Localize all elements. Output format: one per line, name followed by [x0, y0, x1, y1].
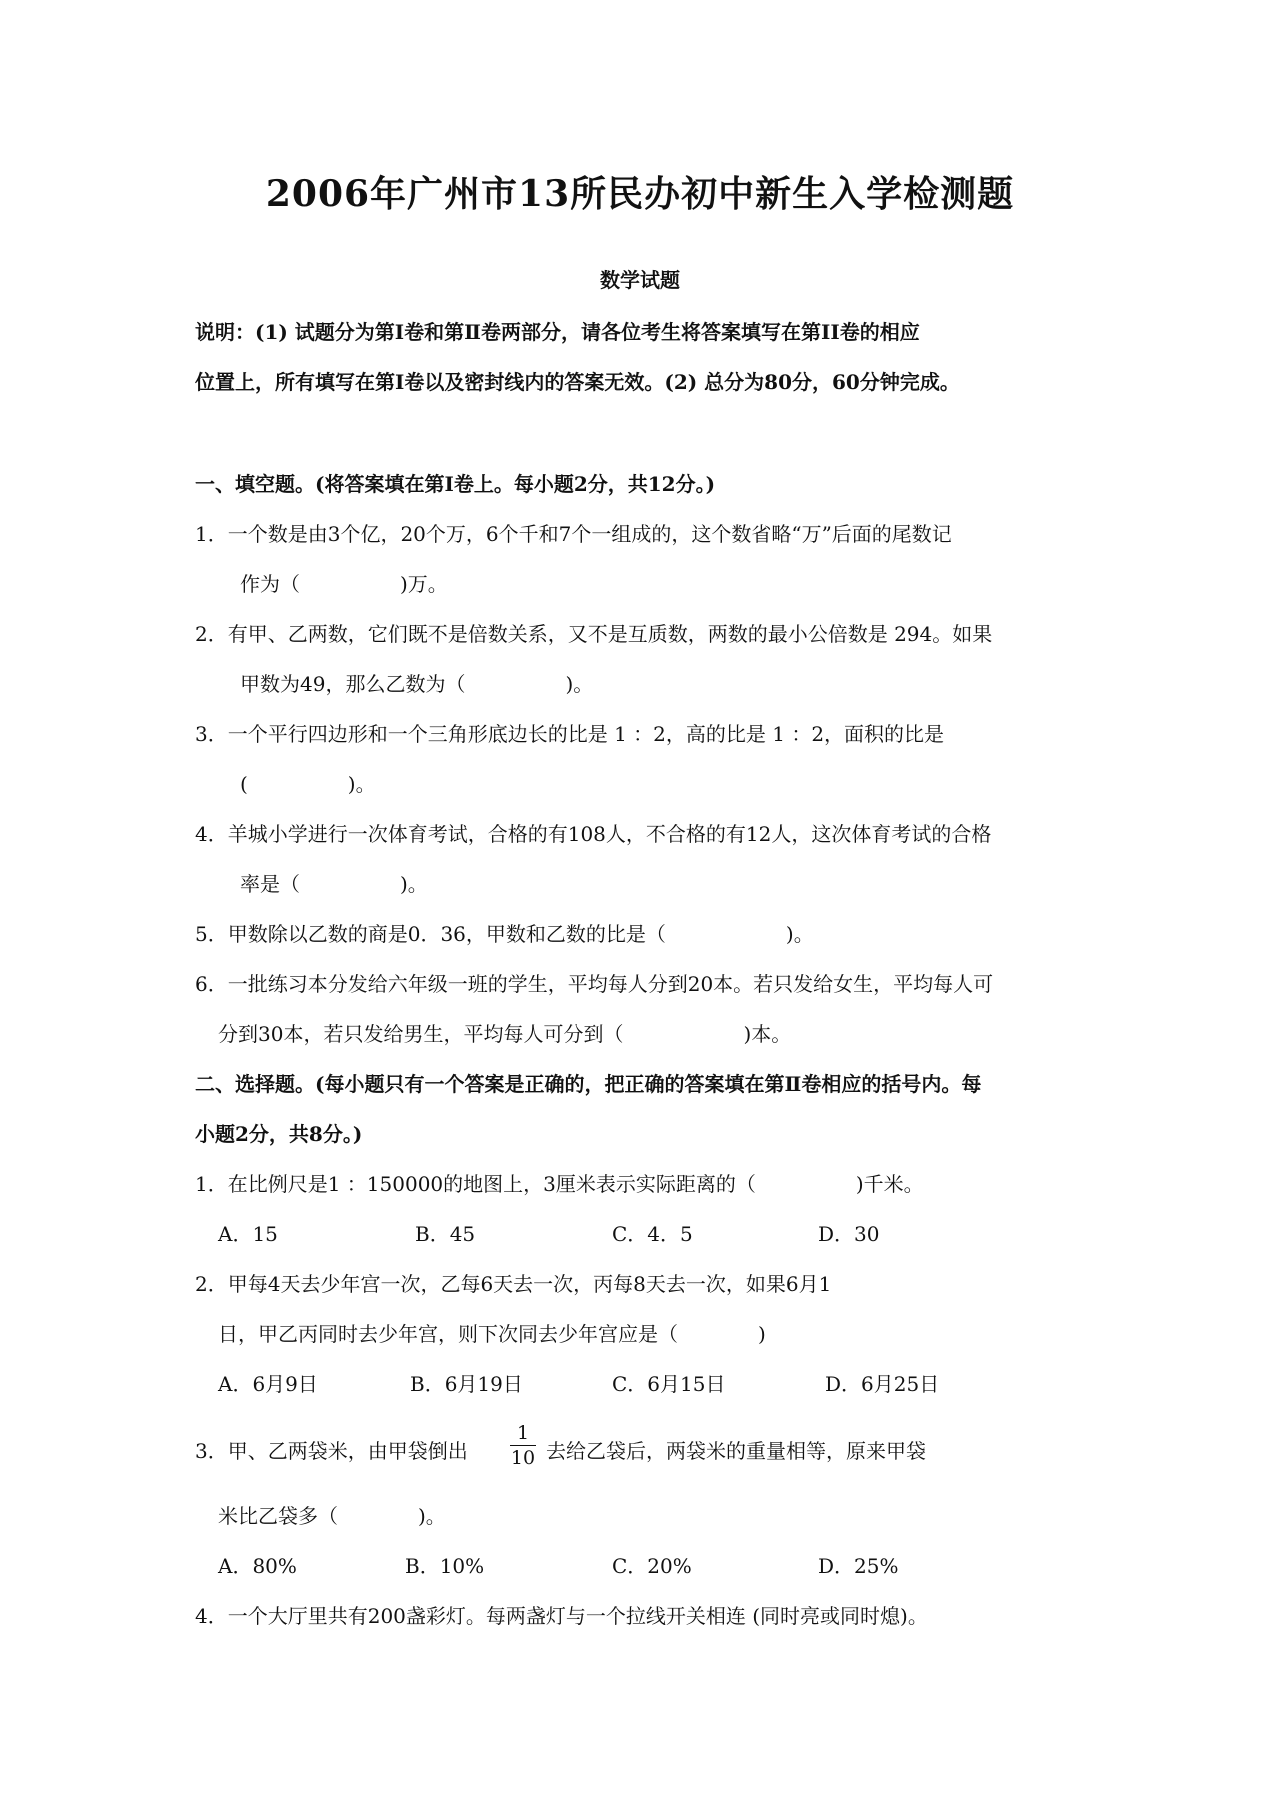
question-2-4: 4．一个大厅里共有200盏彩灯。每两盏灯与一个拉线开关相连 (同时亮或同时熄)。 [195, 1604, 928, 1628]
question-2-3-option-d: D．25% [818, 1554, 899, 1578]
fraction-numerator: 1 [516, 1422, 530, 1444]
section2-heading-line-2: 小题2分，共8分。) [195, 1122, 363, 1146]
question-1-1-line-2: 作为（ )万。 [240, 572, 448, 596]
question-2-3-option-b: B．10% [405, 1554, 485, 1578]
question-1-3-line-2: ( )。 [240, 772, 376, 796]
question-2-3-option-a: A．80% [218, 1554, 297, 1578]
instructions-line-1: 说明：(1) 试题分为第Ⅰ卷和第Ⅱ卷两部分，请各位考生将答案填写在第II卷的相应 [195, 320, 920, 344]
question-2-3-fraction [510, 1422, 536, 1469]
section1-heading: 一、填空题。(将答案填在第I卷上。每小题2分，共12分。) [195, 472, 716, 496]
question-1-6-line-1: 6．一批练习本分发给六年级一班的学生，平均每人分到20本。若只发给女生，平均每人可 [195, 972, 994, 996]
question-2-2-option-a: A．6月9日 [218, 1372, 318, 1396]
question-2-1-option-a: A．15 [218, 1222, 278, 1246]
question-1-1-line-1: 1．一个数是由3个亿，20个万，6个千和7个一组成的，这个数省略“万”后面的尾数记 [195, 522, 952, 546]
question-1-2-line-1: 2．有甲、乙两数，它们既不是倍数关系，又不是互质数，两数的最小公倍数是 294。如果 [195, 622, 993, 646]
question-2-1-option-d: D．30 [818, 1222, 880, 1246]
question-1-2-line-2: 甲数为49，那么乙数为（ )。 [240, 672, 594, 696]
instructions-line-2: 位置上，所有填写在第Ⅰ卷以及密封线内的答案无效。(2) 总分为80分，60分钟完成。 [195, 370, 960, 394]
question-2-3-line-2: 米比乙袋多（ )。 [218, 1504, 446, 1528]
question-2-1: 1．在比例尺是1 ：150000的地图上，3厘米表示实际距离的（ )千米。 [195, 1172, 924, 1196]
question-1-5: 5．甲数除以乙数的商是0．36，甲数和乙数的比是（ )。 [195, 922, 814, 946]
fraction-bar [510, 1445, 536, 1446]
question-1-3-line-1: 3．一个平行四边形和一个三角形底边长的比是 1 ：2，高的比是 1 ：2，面积的比是 [195, 722, 945, 746]
question-2-2-line-2: 日，甲乙丙同时去少年宫，则下次同去少年宫应是（ ) [218, 1322, 766, 1346]
question-2-3-option-c: C．20% [612, 1554, 692, 1578]
section2-heading-line-1: 二、选择题。(每小题只有一个答案是正确的，把正确的答案填在第Ⅱ卷相应的括号内。每 [195, 1072, 982, 1096]
document-subtitle: 数学试题 [600, 268, 680, 292]
question-2-2-option-d: D．6月25日 [825, 1372, 940, 1396]
question-2-3-after: 去给乙袋后，两袋米的重量相等，原来甲袋 [546, 1439, 926, 1463]
document-title: 2006年广州市13所民办初中新生入学检测题 [265, 173, 1015, 215]
question-2-2-option-c: C．6月15日 [612, 1372, 726, 1396]
question-2-2-option-b: B．6月19日 [410, 1372, 523, 1396]
question-2-1-option-b: B．45 [415, 1222, 476, 1246]
question-1-4-line-1: 4．羊城小学进行一次体育考试，合格的有108人，不合格的有12人，这次体育考试的合格 [195, 822, 992, 846]
question-2-2-line-1: 2．甲每4天去少年宫一次，乙每6天去一次，丙每8天去一次，如果6月1 [195, 1272, 832, 1296]
question-1-4-line-2: 率是（ )。 [240, 872, 428, 896]
question-1-6-line-2: 分到30本，若只发给男生，平均每人可分到（ )本。 [218, 1022, 792, 1046]
question-2-1-option-c: C．4．5 [612, 1222, 693, 1246]
fraction-denominator: 10 [510, 1447, 536, 1469]
question-2-3-before: 3．甲、乙两袋米，由甲袋倒出 [195, 1439, 468, 1463]
